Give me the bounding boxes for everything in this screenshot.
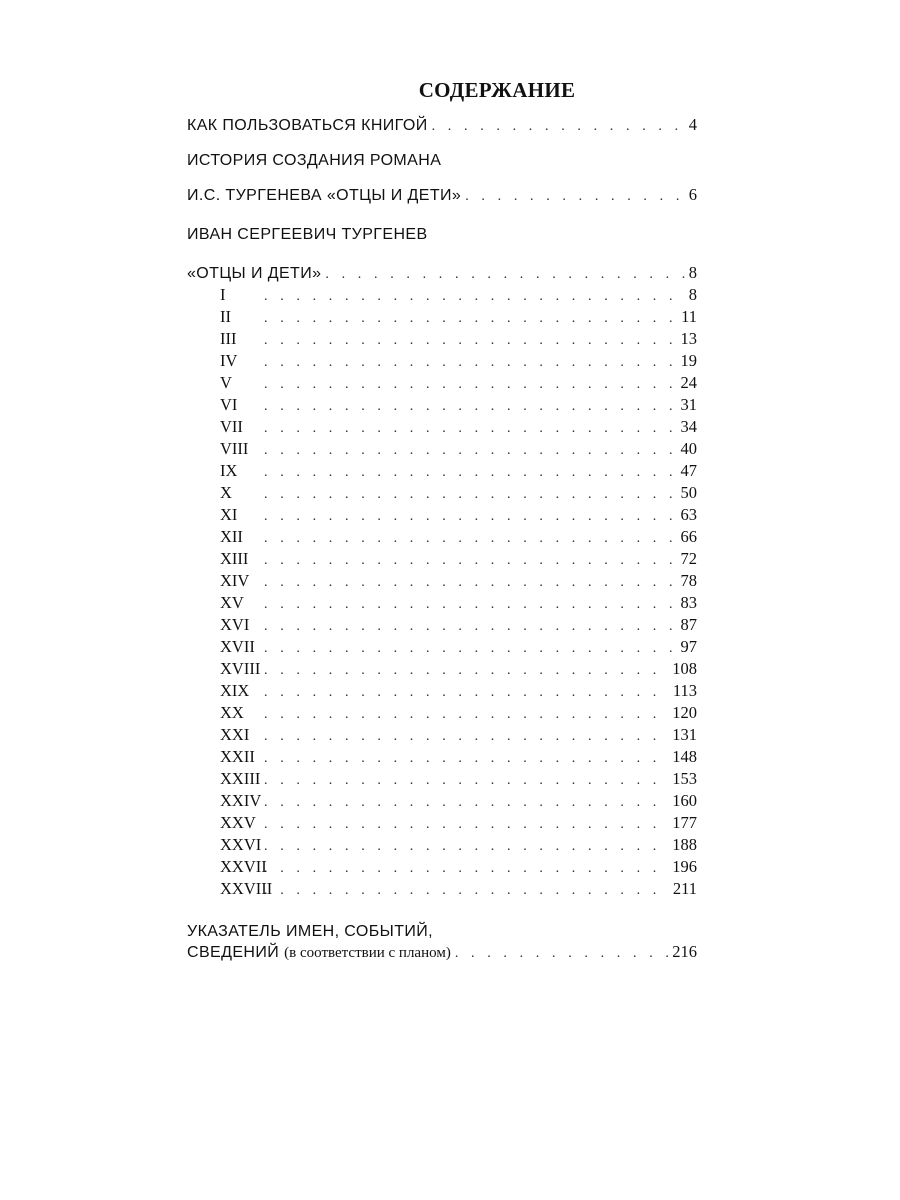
dot-leader: [264, 573, 678, 593]
chapter-row: [187, 747, 697, 769]
chapter-number: XI: [220, 505, 238, 524]
table-of-contents: [187, 78, 697, 964]
dot-leader: [264, 529, 678, 549]
chapter-page-number: 66: [680, 527, 697, 546]
toc-entry-index: [187, 921, 697, 964]
dot-leader: [264, 353, 678, 373]
dot-leader: [465, 187, 686, 207]
chapter-number: XX: [220, 703, 244, 722]
chapter-row: [187, 373, 697, 395]
chapter-row: [187, 725, 697, 747]
dot-leader: [264, 551, 678, 571]
dot-leader: [264, 793, 669, 813]
chapter-page-number: 120: [672, 703, 697, 722]
chapter-number: XXVIII: [220, 879, 273, 898]
chapter-row: [187, 637, 697, 659]
chapter-number: XVIII: [220, 659, 261, 678]
chapter-number: IV: [220, 351, 238, 370]
chapter-row: [187, 615, 697, 637]
chapter-row: [187, 549, 697, 571]
dot-leader: [455, 944, 669, 964]
dot-leader: [264, 881, 670, 901]
chapter-list: [187, 285, 697, 901]
chapter-number: XXVII: [220, 857, 267, 876]
chapter-number: V: [220, 373, 232, 392]
dot-leader: [264, 639, 678, 659]
dot-leader: [264, 859, 669, 879]
chapter-number: XVI: [220, 615, 250, 634]
chapter-row: [187, 505, 697, 527]
page-title: СОДЕРЖАНИЕ: [418, 78, 576, 102]
dot-leader: [264, 309, 678, 329]
chapter-page-number: 78: [680, 571, 697, 590]
dot-leader: [264, 837, 669, 857]
chapter-page-number: 31: [680, 395, 697, 414]
chapter-row: [187, 659, 697, 681]
chapter-number: XIV: [220, 571, 250, 590]
dot-leader: [264, 749, 669, 769]
chapter-page-number: 13: [680, 329, 697, 348]
dot-leader: [264, 331, 678, 351]
chapter-page-number: 113: [672, 681, 697, 700]
chapter-number: XXIV: [220, 791, 262, 810]
chapter-number: I: [220, 285, 226, 304]
chapter-page-number: 153: [672, 769, 697, 788]
chapter-page-number: 131: [672, 725, 697, 744]
chapter-number: X: [220, 483, 232, 502]
dot-leader: [264, 375, 678, 395]
chapter-page-number: 211: [672, 879, 697, 898]
chapter-number: XIII: [220, 549, 249, 568]
toc-page-number: 216: [672, 942, 697, 961]
chapter-page-number: 19: [680, 351, 697, 370]
chapter-page-number: 34: [680, 417, 697, 436]
chapter-page-number: 47: [680, 461, 697, 480]
chapter-page-number: 97: [680, 637, 697, 656]
dot-leader: [264, 661, 669, 681]
chapter-row: [187, 417, 697, 439]
chapter-row: [187, 483, 697, 505]
chapter-page-number: 72: [680, 549, 697, 568]
chapter-page-number: 11: [681, 307, 697, 326]
dot-leader: [432, 117, 686, 137]
chapter-page-number: 188: [672, 835, 697, 854]
chapter-number: IX: [220, 461, 238, 480]
chapter-row: [187, 461, 697, 483]
toc-entry-how-to-use: [187, 115, 697, 137]
index-line1: УКАЗАТЕЛЬ ИМЕН, СОБЫТИЙ,: [187, 923, 434, 940]
chapter-row: [187, 593, 697, 615]
dot-leader: [264, 705, 669, 725]
chapter-row: [187, 769, 697, 791]
chapter-number: III: [220, 329, 237, 348]
toc-entry-history-line2: [187, 185, 697, 207]
dot-leader: [264, 727, 669, 747]
chapter-number: II: [220, 307, 231, 326]
chapter-row: [187, 813, 697, 835]
chapter-number: XVII: [220, 637, 255, 656]
chapter-row: [187, 527, 697, 549]
chapter-row: [187, 835, 697, 857]
chapter-page-number: 108: [672, 659, 697, 678]
dot-leader: [264, 397, 678, 417]
chapter-row: [187, 329, 697, 351]
index-note: (в соответствии с планом): [284, 945, 451, 961]
chapter-page-number: 8: [688, 285, 697, 304]
chapter-row: [187, 285, 697, 307]
toc-entry-label: «ОТЦЫ И ДЕТИ»: [187, 265, 322, 282]
chapter-page-number: 63: [680, 505, 697, 524]
chapter-page-number: 87: [680, 615, 697, 634]
dot-leader: [264, 419, 678, 439]
index-line2: [187, 942, 697, 964]
toc-page-number: 6: [688, 185, 697, 204]
chapter-row: [187, 351, 697, 373]
dot-leader: [264, 287, 686, 307]
chapter-row: [187, 681, 697, 703]
chapter-page-number: 148: [672, 747, 697, 766]
dot-leader: [264, 771, 669, 791]
dot-leader: [264, 815, 669, 835]
chapter-row: [187, 791, 697, 813]
chapter-number: VI: [220, 395, 238, 414]
toc-page-number: 4: [688, 115, 697, 134]
dot-leader: [264, 485, 678, 505]
chapter-page-number: 24: [680, 373, 697, 392]
dot-leader: [264, 507, 678, 527]
chapter-number: XXVI: [220, 835, 262, 854]
chapter-page-number: 50: [680, 483, 697, 502]
chapter-number: XXI: [220, 725, 250, 744]
chapter-row: [187, 307, 697, 329]
chapter-row: [187, 703, 697, 725]
chapter-row: [187, 395, 697, 417]
index-label: СВЕДЕНИЙ: [187, 944, 280, 961]
dot-leader: [264, 683, 670, 703]
chapter-number: XV: [220, 593, 244, 612]
chapter-number: VII: [220, 417, 243, 436]
dot-leader: [325, 265, 685, 285]
toc-entry-author: ИВАН СЕРГЕЕВИЧ ТУРГЕНЕВ: [187, 226, 428, 243]
chapter-number: VIII: [220, 439, 249, 458]
chapter-row: [187, 879, 697, 901]
chapter-number: XXII: [220, 747, 255, 766]
chapter-row: [187, 571, 697, 593]
chapter-row: [187, 439, 697, 461]
toc-entry-history-line1: ИСТОРИЯ СОЗДАНИЯ РОМАНА: [187, 152, 442, 169]
chapter-number: XXV: [220, 813, 256, 832]
chapter-page-number: 177: [672, 813, 697, 832]
toc-entry-label: КАК ПОЛЬЗОВАТЬСЯ КНИГОЙ: [187, 117, 428, 134]
chapter-page-number: 40: [680, 439, 697, 458]
dot-leader: [264, 441, 678, 461]
chapter-row: [187, 857, 697, 879]
dot-leader: [264, 595, 678, 615]
chapter-page-number: 83: [680, 593, 697, 612]
toc-entry-label: И.С. ТУРГЕНЕВА «ОТЦЫ И ДЕТИ»: [187, 187, 462, 204]
chapter-page-number: 196: [672, 857, 697, 876]
chapter-number: XII: [220, 527, 243, 546]
toc-entry-novel: [187, 263, 697, 285]
chapter-page-number: 160: [672, 791, 697, 810]
chapter-number: XXIII: [220, 769, 261, 788]
dot-leader: [264, 617, 678, 637]
chapter-number: XIX: [220, 681, 250, 700]
dot-leader: [264, 463, 678, 483]
toc-page-number: 8: [688, 263, 697, 282]
